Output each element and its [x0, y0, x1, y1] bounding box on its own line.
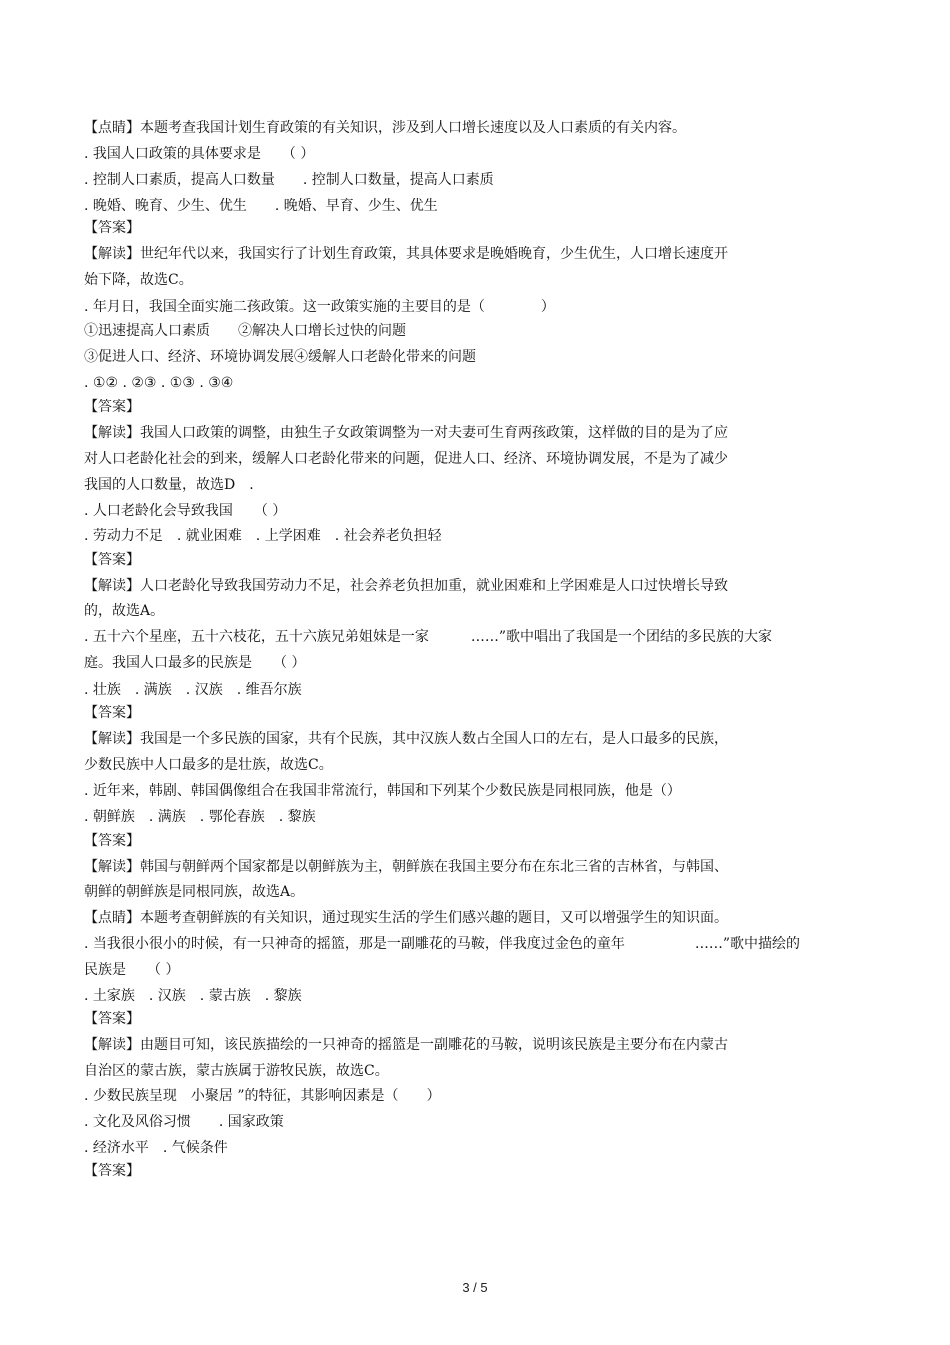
- page-indicator: 3 / 5: [462, 1280, 488, 1295]
- text-line: . 劳动力不足 . 就业困难 . 上学困难 . 社会养老负担轻: [84, 528, 442, 544]
- text-line: ③促进人口、经济、环境协调发展④缓解人口老龄化带来的问题: [84, 349, 476, 365]
- text-line: . 晚婚、晚育、少生、优生 . 晚婚、早育、少生、优生: [84, 198, 438, 214]
- text-line: . 我国人口政策的具体要求是 （ ）: [84, 146, 315, 162]
- text-line: 【答案】: [84, 705, 140, 721]
- text-line: 自治区的蒙古族，蒙古族属于游牧民族，故选C。: [84, 1063, 389, 1079]
- text-line: 【解读】人口老龄化导致我国劳动力不足，社会养老负担加重，就业困难和上学困难是人口过快增长导致: [84, 578, 728, 594]
- text-line: 【解读】我国是一个多民族的国家，共有个民族，其中汉族人数占全国人口的左右，是人口最多的民族，: [84, 731, 728, 747]
- text-line: 【答案】: [84, 1011, 140, 1027]
- text-line: . 文化及风俗习惯 . 国家政策: [84, 1114, 284, 1130]
- text-line: 我国的人口数量，故选D .: [84, 477, 254, 493]
- text-line: . 经济水平 . 气候条件: [84, 1140, 228, 1156]
- text-line: 【答案】: [84, 552, 140, 568]
- text-line: . 壮族 . 满族 . 汉族 . 维吾尔族: [84, 682, 302, 698]
- text-line: 对人口老龄化社会的到来，缓解人口老龄化带来的问题，促进人口、经济、环境协调发展，不是为了减少: [84, 451, 728, 467]
- text-line: 【点睛】本题考查我国计划生育政策的有关知识，涉及到人口增长速度以及人口素质的有关内容。: [84, 120, 686, 136]
- text-line: 【答案】: [84, 1163, 140, 1179]
- text-line: 【答案】: [84, 399, 140, 415]
- text-line: . 年月日，我国全面实施二孩政策。这一政策实施的主要目的是（ ）: [84, 299, 555, 315]
- text-line: . 五十六个星座，五十六枝花，五十六族兄弟姐妹是一家 ……”歌中唱出了我国是一个团结的多民族的大家: [84, 629, 773, 645]
- text-line: 始下降，故选C。: [84, 272, 193, 288]
- text-line: 【点睛】本题考查朝鲜族的有关知识，通过现实生活的学生们感兴趣的题目，又可以增强学生的知识面。: [84, 910, 728, 926]
- text-line: 【解读】由题目可知，该民族描绘的一只神奇的摇篮是一副雕花的马鞍，说明该民族是主要分布在内蒙古: [84, 1037, 728, 1053]
- text-line: . 朝鲜族 . 满族 . 鄂伦春族 . 黎族: [84, 809, 316, 825]
- text-line: 【解读】韩国与朝鲜两个国家都是以朝鲜族为主，朝鲜族在我国主要分布在东北三省的吉林省，与韩国、: [84, 859, 728, 875]
- text-line: . 控制人口素质，提高人口数量 . 控制人口数量，提高人口素质: [84, 172, 494, 188]
- text-line: 【解读】我国人口政策的调整，由独生子女政策调整为一对夫妻可生育两孩政策，这样做的目的是为了应: [84, 425, 728, 441]
- text-line: ①迅速提高人口素质 ②解决人口增长过快的问题: [84, 323, 406, 339]
- text-line: 民族是 （ ）: [84, 962, 180, 978]
- text-line: 【解读】世纪年代以来，我国实行了计划生育政策，其具体要求是晚婚晚育，少生优生，人口增长速度开: [84, 246, 728, 262]
- text-line: . ①② . ②③ . ①③ . ③④: [84, 375, 234, 391]
- text-line: 朝鲜的朝鲜族是同根同族，故选A。: [84, 884, 305, 900]
- text-line: 【答案】: [84, 833, 140, 849]
- text-line: . 土家族 . 汉族 . 蒙古族 . 黎族: [84, 988, 302, 1004]
- text-line: . 人口老龄化会导致我国 （ ）: [84, 503, 287, 519]
- text-line: 【答案】: [84, 220, 140, 236]
- text-line: . 近年来，韩剧、韩国偶像组合在我国非常流行，韩国和下列某个少数民族是同根同族，他是（）: [84, 783, 681, 799]
- text-line: 少数民族中人口最多的是壮族，故选C。: [84, 757, 333, 773]
- text-line: . 当我很小很小的时候，有一只神奇的摇篮，那是一副雕花的马鞍，伴我度过金色的童年 ……”歌中描绘的: [84, 936, 801, 952]
- text-line: 的，故选A。: [84, 603, 165, 619]
- text-line: 庭。我国人口最多的民族是 （ ）: [84, 655, 306, 671]
- text-line: . 少数民族呈现 小聚居 ”的特征，其影响因素是（ ）: [84, 1088, 441, 1104]
